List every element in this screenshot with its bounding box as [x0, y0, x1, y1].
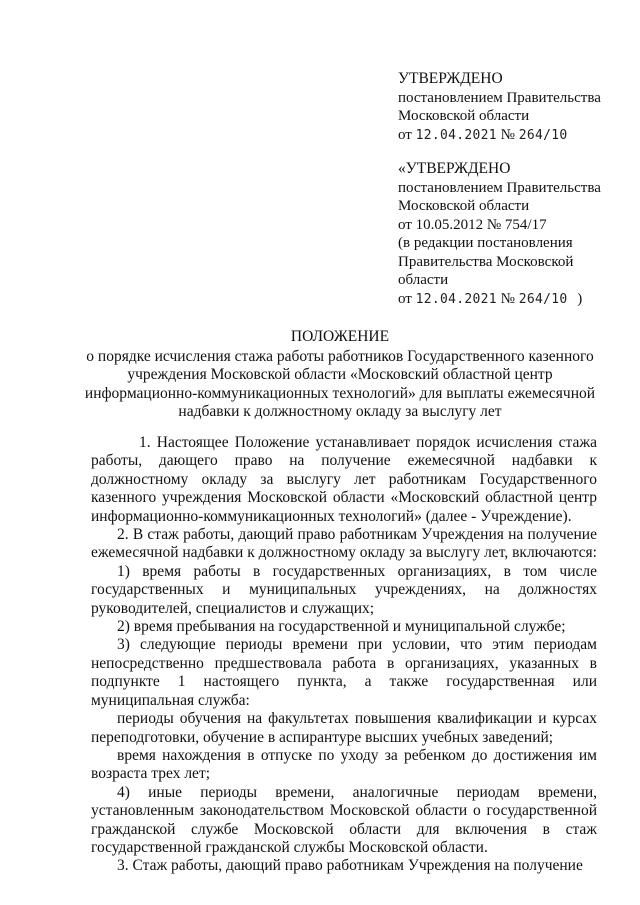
paragraph-2-item-2: 2) время пребывания на государственной и муниципальной службе;: [117, 618, 566, 636]
approval-heading: УТВЕРЖДЕНО: [398, 70, 503, 87]
original-approval-line-2: Московской области: [398, 198, 530, 214]
paragraph-2: 2. В стаж работы, дающий право работникам Учреждения на получение ежемесячной надбавки к должностному окладу за выслугу лет, включаются:: [91, 526, 597, 562]
original-approval-stamp: [398, 160, 613, 309]
approval-number: 264/10: [518, 127, 568, 143]
document-body: [91, 434, 597, 876]
original-approval-line-5: Правительства Московской: [398, 253, 574, 270]
document-title: ПОЛОЖЕНИЕ: [290, 328, 390, 345]
paragraph-2-item-1: 1) время работы в государственных организациях, в том числе государственных и муниципальных учреждениях, на должностях руководителей, специалистов и служащих;: [91, 562, 597, 617]
original-approval-line-6: области: [398, 272, 449, 288]
paragraph-3: 3. Стаж работы, дающий право работникам Учреждения на получение: [117, 857, 583, 875]
original-approval-date-line: [398, 290, 613, 310]
paragraph-2-item-3: 3) следующие периоды времени при условии, что этим периодам непосредственно предшествовала работа в организациях, указанных в подпункте 1 настоящего пункта, а также государственная или муниципальная служба:: [91, 636, 597, 709]
approval-line-2: Московской области: [398, 108, 530, 124]
document-title-block: [80, 328, 600, 422]
paragraph-2-item-3-a: периоды обучения на факультетах повышения квалификации и курсах переподготовки, обучение в аспирантуре высших учебных заведений;: [91, 710, 597, 746]
original-approval-line-4: (в редакции постановления: [398, 235, 573, 251]
original-approval-number: 264/10: [518, 291, 568, 307]
paragraph-1: 1. Настоящее Положение устанавливает порядок исчисления стажа работы, дающего право на получение ежемесячной надбавки к должностному окладу за выслугу лет работникам Государственного казенного учреждения Московской области «Московский областной центр информационно-коммуникационных технологий» (далее - Учреждение).: [91, 434, 597, 525]
approval-number-sign: №: [500, 126, 515, 143]
approval-stamp: [398, 70, 613, 145]
original-approval-from-prefix: от: [398, 290, 412, 307]
original-approval-number-sign: №: [500, 290, 515, 307]
paragraph-2-item-3-b: время нахождения в отпуске по уходу за ребенком до достижения им возраста трех лет;: [91, 746, 597, 783]
paragraph-2-item-4: 4) иные периоды времени, аналогичные периодам времени, установленным законодательством Московской области о государственной гражданской службе Московской области для включения в стаж государственной гражданской службы Московской области.: [91, 783, 597, 856]
document-subtitle: о порядке исчисления стажа работы работников Государственного казенного учреждения Московской области «Московский областной центр информационно-коммуникационных технологий» для выплаты ежемесячной надбавки к должностному окладу за выслугу лет: [84, 347, 596, 420]
original-approval-line-1: постановлением Правительства: [398, 179, 601, 196]
approval-date: 12.04.2021: [415, 127, 497, 143]
approval-from-prefix: от: [398, 126, 412, 143]
original-approval-date: 12.04.2021: [415, 291, 497, 307]
original-approval-close-paren: ): [577, 290, 583, 307]
approval-date-line: [398, 126, 613, 146]
approval-line-1: постановлением Правительства: [398, 89, 601, 106]
original-approval-line-3: от 10.05.2012 № 754/17: [398, 216, 547, 233]
original-approval-heading: «УТВЕРЖДЕНО: [398, 160, 511, 177]
